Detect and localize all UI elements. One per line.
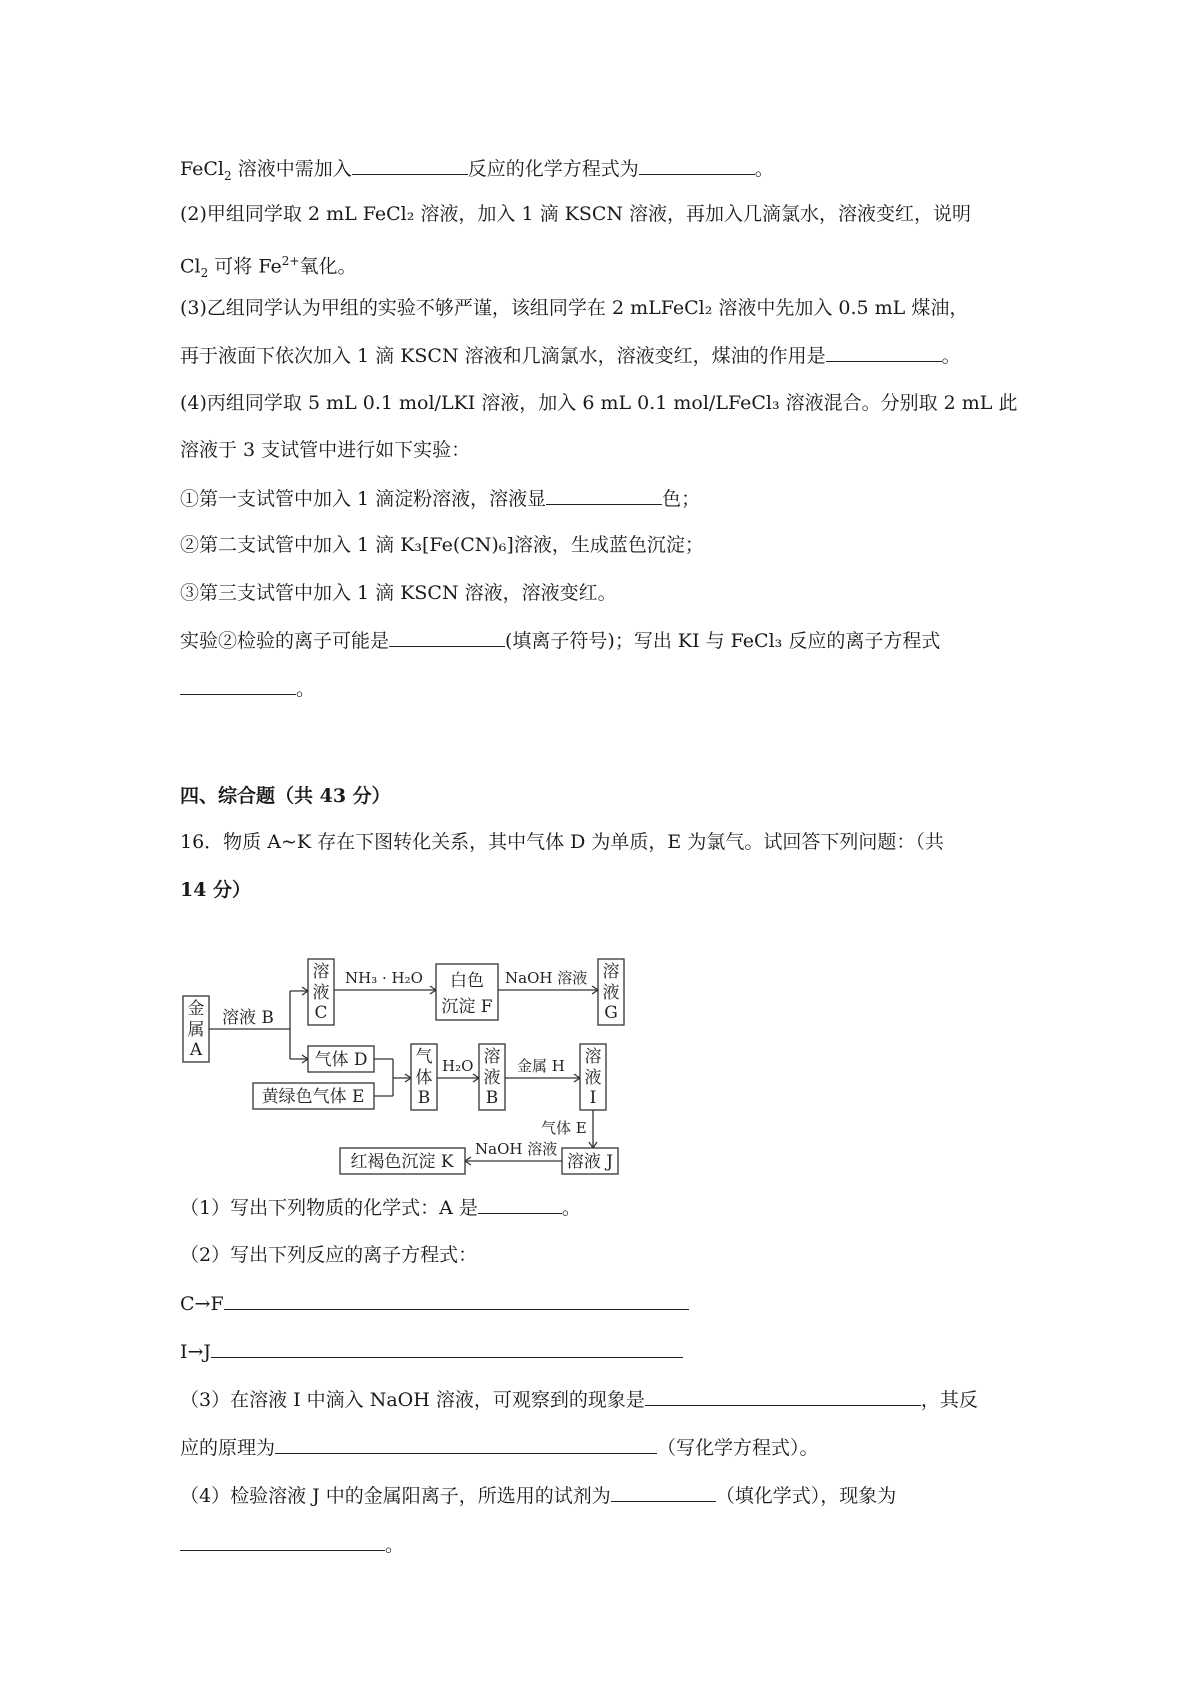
- text: 溶液中需加入: [231, 158, 352, 180]
- q16-part-4-answer: [180, 1530, 404, 1559]
- yellow-gas-e-label: 黄绿色气体 E: [261, 1087, 365, 1107]
- answer-blank[interactable]: [645, 1385, 921, 1406]
- text: (填离子符号)；写出 KI 与 FeCl₃ 反应的离子方程式: [505, 630, 941, 652]
- text: I→J: [180, 1341, 212, 1363]
- text: 。: [561, 1197, 581, 1219]
- label-solution-b: 溶液 B: [222, 1008, 274, 1028]
- solution-c-c1: 溶: [312, 962, 330, 982]
- answer-blank[interactable]: [611, 1481, 716, 1502]
- gas-b-c2: 体: [415, 1068, 433, 1088]
- q16-part-1: [180, 1193, 581, 1222]
- text: 应的原理为: [180, 1437, 276, 1459]
- text: 氧化。: [299, 255, 357, 278]
- q15-line-4: (3)乙组同学认为甲组的实验不够严谨，该组同学在 2 mLFeCl₂ 溶液中先加入 0.5 mL 煤油，: [180, 297, 969, 319]
- q16-part-3-line-1: [180, 1385, 978, 1414]
- q15-line-9: ②第二支试管中加入 1 滴 K₃[Fe(CN)₆]溶液，生成蓝色沉淀；: [180, 534, 704, 556]
- sol-b-c1: 溶: [483, 1047, 501, 1067]
- answer-blank[interactable]: [224, 1289, 689, 1310]
- label-metal-h: 金属 H: [517, 1057, 565, 1075]
- solution-g-c3: G: [604, 1003, 618, 1023]
- white-ppt-l2: 沉淀 F: [441, 997, 493, 1017]
- section-heading: 四、综合题（共 43 分）: [180, 785, 391, 807]
- solution-c-c3: C: [314, 1003, 328, 1023]
- text: 。: [296, 678, 316, 700]
- label-naoh: NaOH 溶液: [505, 969, 588, 987]
- label-gas-e: 气体 E: [541, 1119, 587, 1137]
- q16-part-4: [180, 1481, 896, 1510]
- gas-d-label: 气体 D: [314, 1050, 368, 1070]
- q16-part-3-line-2: [180, 1433, 819, 1462]
- text: （4）检验溶液 J 中的金属阳离子，所选用的试剂为: [180, 1485, 611, 1507]
- text: 反应的化学方程式为: [467, 158, 639, 180]
- text: （1）写出下列物质的化学式：A 是: [180, 1197, 478, 1219]
- sol-b-c3: B: [485, 1088, 499, 1108]
- metal-a-c1: 金: [187, 999, 205, 1019]
- white-ppt-l1: 白色: [450, 971, 484, 991]
- q16-c-to-f: [180, 1289, 689, 1318]
- text: FeCl: [180, 158, 225, 180]
- text: 可将 Fe: [208, 255, 282, 278]
- sol-b-c2: 液: [483, 1068, 501, 1088]
- solution-i-c3: I: [589, 1088, 597, 1108]
- metal-a-c2: 属: [187, 1020, 205, 1040]
- text: （3）在溶液 I 中滴入 NaOH 溶液，可观察到的现象是: [180, 1389, 645, 1411]
- solution-j-label: 溶液 J: [566, 1152, 614, 1172]
- metal-a-c3: A: [189, 1040, 203, 1060]
- answer-blank[interactable]: [275, 1433, 657, 1454]
- solution-g-c1: 溶: [602, 962, 620, 982]
- q15-line-2: (2)甲组同学取 2 mL FeCl₂ 溶液，加入 1 滴 KSCN 溶液，再加入几滴氯水，溶液变红，说明: [180, 203, 972, 225]
- text: C→F: [180, 1293, 224, 1315]
- text: （填化学式），现象为: [715, 1485, 897, 1507]
- label-nh3-h2o: NH₃ · H₂O: [345, 969, 423, 987]
- q16-stem-line-2: 14 分）: [180, 879, 252, 901]
- subscript: 2: [224, 168, 232, 183]
- solution-i-c1: 溶: [584, 1047, 602, 1067]
- gas-b-c3: B: [417, 1088, 431, 1108]
- solution-c-c2: 液: [312, 983, 330, 1003]
- subscript: 2: [200, 266, 209, 281]
- q15-line-7: 溶液于 3 支试管中进行如下实验：: [180, 439, 471, 461]
- text: 色；: [662, 488, 701, 510]
- solution-i-c2: 液: [584, 1068, 602, 1088]
- q16-part-2: （2）写出下列反应的离子方程式：: [180, 1244, 478, 1266]
- text: ①第一支试管中加入 1 滴淀粉溶液，溶液显: [180, 488, 547, 510]
- q16-stem-line-1: 16．物质 A~K 存在下图转化关系，其中气体 D 为单质，E 为氯气。试回答下列问题：（共: [180, 831, 944, 853]
- text: 实验②检验的离子可能是: [180, 630, 390, 652]
- label-naoh-2: NaOH 溶液: [475, 1140, 558, 1158]
- text: （写化学方程式）。: [657, 1437, 819, 1459]
- q15-line-10: ③第三支试管中加入 1 滴 KSCN 溶液，溶液变红。: [180, 582, 617, 604]
- text: 再于液面下依次加入 1 滴 KSCN 溶液和几滴氯水，溶液变红，煤油的作用是: [180, 345, 826, 367]
- label-h2o: H₂O: [442, 1057, 474, 1075]
- text: Cl: [180, 255, 201, 278]
- gas-b-c1: 气: [415, 1047, 433, 1067]
- text: 。: [941, 345, 961, 367]
- q15-line-6: (4)丙组同学取 5 mL 0.1 mol/LKI 溶液，加入 6 mL 0.1 mol/LFeCl₃ 溶液混合。分别取 2 mL 此: [180, 392, 1018, 414]
- red-brown-k-label: 红褐色沉淀 K: [350, 1152, 454, 1172]
- superscript: 2+: [281, 254, 300, 268]
- text: ，其反: [920, 1389, 978, 1411]
- answer-blank[interactable]: [180, 1530, 385, 1551]
- answer-blank[interactable]: [211, 1337, 683, 1358]
- answer-blank[interactable]: [478, 1193, 562, 1214]
- text: 。: [754, 158, 774, 180]
- q16-i-to-j: [180, 1337, 683, 1366]
- text: 。: [385, 1534, 405, 1556]
- solution-g-c2: 液: [602, 983, 620, 1003]
